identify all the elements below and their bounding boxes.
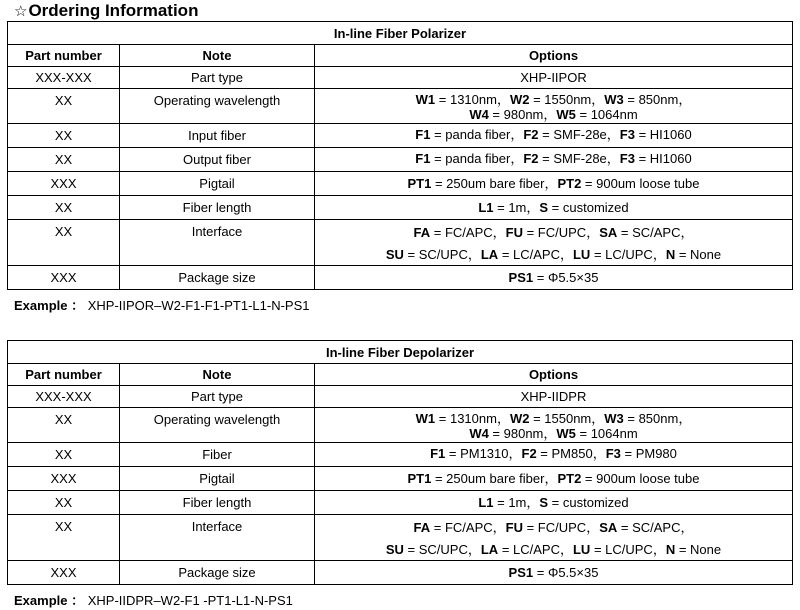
- part-number-cell: XXX: [8, 467, 120, 491]
- example-label: Example ：: [14, 298, 85, 313]
- table-row: [8, 443, 793, 467]
- note-cell: Input fiber: [120, 124, 315, 148]
- note-cell: Part type: [120, 386, 315, 408]
- options-cell: W1 = 1310nm，W2 = 1550nm，W3 = 850nm， W4 = 980nm，W5 = 1064nm: [315, 408, 793, 443]
- note-cell: Interface: [120, 515, 315, 561]
- polarizer-example: [14, 298, 309, 314]
- note-cell: Pigtail: [120, 467, 315, 491]
- part-number-cell: XXX-XXX: [8, 386, 120, 408]
- star-icon: ☆: [14, 2, 28, 20]
- header-options: Options: [315, 364, 793, 386]
- note-cell: Output fiber: [120, 148, 315, 172]
- table-row: [8, 148, 793, 172]
- part-number-cell: XX: [8, 196, 120, 220]
- options-cell: F1 = panda fiber，F2 = SMF-28e，F3 = HI1060: [315, 124, 793, 148]
- part-number-cell: XXX: [8, 172, 120, 196]
- part-number-cell: XXX: [8, 266, 120, 290]
- example-value: XHP-IIDPR–W2-F1 -PT1-L1-N-PS1: [87, 593, 293, 608]
- part-number-cell: XX: [8, 124, 120, 148]
- options-cell: PS1 = Φ5.5×35: [315, 266, 793, 290]
- part-number-cell: XXX: [8, 561, 120, 585]
- table-row: [8, 266, 793, 290]
- depolarizer-example: [14, 593, 293, 609]
- options-cell: PT1 = 250um bare fiber，PT2 = 900um loose tube: [315, 467, 793, 491]
- part-number-cell: XX: [8, 443, 120, 467]
- table-row: [8, 515, 793, 561]
- table-row: [8, 67, 793, 89]
- table-row: [8, 408, 793, 443]
- options-cell: F1 = panda fiber，F2 = SMF-28e，F3 = HI1060: [315, 148, 793, 172]
- options-cell: L1 = 1m，S = customized: [315, 196, 793, 220]
- table-row: [8, 124, 793, 148]
- table-row: [8, 220, 793, 266]
- header-part-number: Part number: [8, 364, 120, 386]
- options-cell: XHP-IIDPR: [315, 386, 793, 408]
- ordering-heading: [14, 0, 198, 22]
- depolarizer-title: In-line Fiber Depolarizer: [8, 341, 793, 364]
- note-cell: Pigtail: [120, 172, 315, 196]
- options-cell: PT1 = 250um bare fiber，PT2 = 900um loose tube: [315, 172, 793, 196]
- part-number-cell: XX: [8, 148, 120, 172]
- note-cell: Part type: [120, 67, 315, 89]
- options-cell: F1 = PM1310，F2 = PM850，F3 = PM980: [315, 443, 793, 467]
- part-number-cell: XXX-XXX: [8, 67, 120, 89]
- options-cell: FA = FC/APC，FU = FC/UPC，SA = SC/APC， SU = SC/UPC，LA = LC/APC，LU = LC/UPC，N = None: [315, 515, 793, 561]
- example-label: Example ：: [14, 593, 85, 608]
- note-cell: Fiber length: [120, 491, 315, 515]
- polarizer-title: In-line Fiber Polarizer: [8, 22, 793, 45]
- options-cell: FA = FC/APC，FU = FC/UPC，SA = SC/APC， SU = SC/UPC，LA = LC/APC，LU = LC/UPC，N = None: [315, 220, 793, 266]
- header-options: Options: [315, 45, 793, 67]
- options-cell: XHP-IIPOR: [315, 67, 793, 89]
- note-cell: Operating wavelength: [120, 89, 315, 124]
- note-cell: Package size: [120, 561, 315, 585]
- table-row: [8, 561, 793, 585]
- example-value: XHP-IIPOR–W2-F1-F1-PT1-L1-N-PS1: [87, 298, 310, 313]
- header-note: Note: [120, 45, 315, 67]
- note-cell: Package size: [120, 266, 315, 290]
- options-cell: W1 = 1310nm，W2 = 1550nm，W3 = 850nm， W4 = 980nm，W5 = 1064nm: [315, 89, 793, 124]
- polarizer-table: [7, 21, 793, 290]
- table-row: [8, 491, 793, 515]
- note-cell: Fiber: [120, 443, 315, 467]
- options-cell: L1 = 1m，S = customized: [315, 491, 793, 515]
- part-number-cell: XX: [8, 515, 120, 561]
- table-row: [8, 467, 793, 491]
- table-row: [8, 89, 793, 124]
- part-number-cell: XX: [8, 220, 120, 266]
- part-number-cell: XX: [8, 491, 120, 515]
- options-cell: PS1 = Φ5.5×35: [315, 561, 793, 585]
- table-row: [8, 172, 793, 196]
- table-row: [8, 196, 793, 220]
- header-note: Note: [120, 364, 315, 386]
- depolarizer-table: [7, 340, 793, 585]
- note-cell: Interface: [120, 220, 315, 266]
- heading-title: Ordering Information: [28, 1, 199, 20]
- table-row: [8, 386, 793, 408]
- part-number-cell: XX: [8, 408, 120, 443]
- header-part-number: Part number: [8, 45, 120, 67]
- note-cell: Operating wavelength: [120, 408, 315, 443]
- note-cell: Fiber length: [120, 196, 315, 220]
- part-number-cell: XX: [8, 89, 120, 124]
